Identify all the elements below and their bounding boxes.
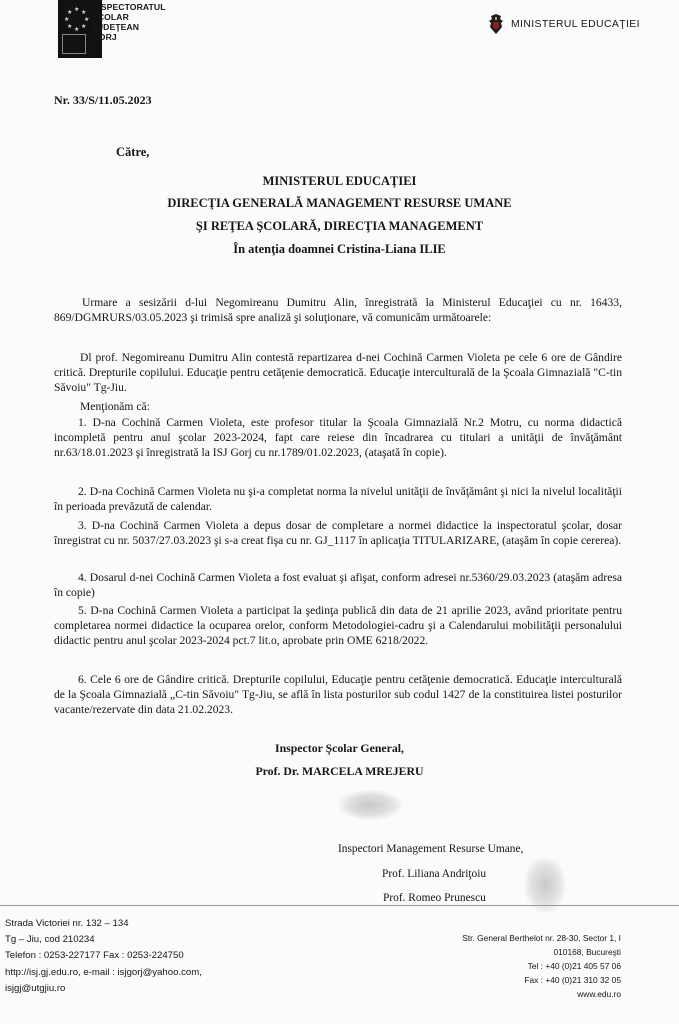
inspectors-title: Inspectori Management Resurse Umane, — [338, 843, 524, 855]
list-item: 4. Dosarul d-nei Cochină Carmen Violeta a fost evaluat şi afişat, conform adresei nr.5360/29.03.2023 (ataşăm adresa în copie) — [54, 571, 622, 600]
inspector-name: Prof. Romeo Prunescu — [383, 892, 486, 904]
logo-line: ŞCOLAR — [92, 12, 129, 22]
intro-paragraph — [54, 295, 622, 325]
signature-name: Prof. Dr. MARCELA MREJERU — [255, 764, 424, 778]
flag-icon — [62, 34, 86, 54]
footer-line: www.edu.ro — [577, 989, 621, 999]
list-item: 2. D-na Cochină Carmen Violeta nu şi-a completat norma la nivelul unităţii de învăţământ şi nici la nivelul localităţii în perioada prevăzută de calendar. — [54, 485, 622, 514]
footer-line: Strada Victoriei nr. 132 – 134 — [5, 918, 129, 929]
isj-gorj-logo: ★ ★ ★ ★ ★ ★ ★ ★ — [58, 0, 102, 58]
addressee-line: MINISTERUL EDUCAŢIEI — [262, 174, 417, 188]
list-item: 1. D-na Cochină Carmen Violeta, este profesor titular la Şcoala Gimnazială Nr.2 Motru, cu norma didactică incompletă pentru anul şcolar 2023-2024, fapt care reiese din încadrarea cu titulari a unităţii de învăţământ nr.63/18.01.2023 şi înregistrată la ISJ Gorj cu nr.1789/01.02.2023, (ataşată în copie). — [54, 416, 622, 460]
footer-line: Tg – Jiu, cod 210234 — [5, 934, 95, 946]
blurred-signature — [525, 858, 565, 912]
footer-divider — [0, 905, 679, 906]
isj-gorj-logo-text — [92, 2, 166, 42]
addressee-line: ŞI REŢEA ŞCOLARĂ, DIRECŢIA MANAGEMENT — [195, 219, 484, 233]
addressee-line: DIRECŢIA GENERALĂ MANAGEMENT RESURSE UMANE — [167, 196, 512, 210]
addressee-label: Către, — [116, 145, 150, 159]
logo-line: GORJ — [92, 32, 117, 42]
footer-line: 010168, Bucureşti — [553, 947, 621, 957]
footer-right — [462, 931, 621, 1001]
footer-line: Fax : +40 (0)21 310 32 05 — [524, 975, 621, 985]
footer-line: Str. General Berthelot nr. 28-30, Sector 1, I — [462, 933, 621, 943]
list-item: 3. D-na Cochină Carmen Violeta a depus dosar de completare a normei didactice la inspectoratul şcolar, dosar înregistrat cu nr. 5037/27.03.2023 şi s-a creat fişa cu nr. GJ_1117 în aplicaţia TITULARIZARE, (ataşăm în copie cererea). — [54, 519, 622, 548]
ministry-logo-text: MINISTERUL EDUCAŢIEI — [511, 19, 640, 30]
addressee-line: În atenţia doamnei Cristina-Liana ILIE — [233, 242, 446, 256]
footer-line: Tel : +40 (0)21 405 57 06 — [527, 961, 621, 971]
logo-line: JUDEŢEAN — [92, 22, 140, 32]
list-item: 5. D-na Cochină Carmen Violeta a participat la şedinţa publică din data de 21 aprilie 2023, având prioritate pentru completarea normei didactice la ocuparea orelor, conform Metodologiei-cadru şi a Calendarului mobilităţii personalului didactic pentru anul şcolar 2023-2024 pct.7 lit.o, aprobate prin OME 6218/2022. — [54, 604, 622, 648]
contest-paragraph — [54, 350, 622, 396]
intro-text: Urmare a sesizării d-lui Negomireanu Dumitru Alin, înregistrată la Ministerul Educaţiei cu nr. 16433, 869/DGMRURS/03.05.2023 şi trimisă spre analiză şi soluţionare, vă comunicăm următoarele: — [54, 296, 622, 325]
footer-line: Telefon : 0253-227177 Fax : 0253-224750 — [5, 950, 184, 962]
coat-of-arms-icon — [488, 14, 504, 34]
blurred-signature — [338, 790, 402, 820]
footer-line: isjgj@utgjiu.ro — [5, 982, 66, 994]
footer-line: http://isj.gj.edu.ro, e-mail : isjgorj@yahoo.com, — [5, 966, 202, 978]
list-item: 6. Cele 6 ore de Gândire critică. Drepturile copilului, Educaţie pentru cetăţenie democratică. Educaţie interculturală de la Şcoala Gimnazială „C-tin Săvoiu" Tg-Jiu, se află în lista posturilor sub codul 1427 de la constituirea listei posturilor vacante/rezervate din data 21.02.2023. — [54, 673, 622, 717]
mentionam-label: Menţionăm că: — [80, 400, 150, 413]
logo-line: INSPECTORATUL — [92, 2, 166, 12]
contest-text: Dl prof. Negomireanu Dumitru Alin contestă repartizarea d-nei Cochină Carmen Violeta pe cele 6 ore de Gândire critică. Drepturile copilului. Educaţie pentru cetăţenie democratică. Educaţie interculturală de la Şcoala Gimnazială "C-tin Săvoiu" Tg-Jiu. — [54, 351, 622, 395]
inspector-name: Prof. Liliana Andriţoiu — [382, 868, 487, 880]
signature-title: Inspector Şcolar General, — [275, 741, 404, 755]
footer-left — [5, 916, 202, 997]
document-number: Nr. 33/S/11.05.2023 — [54, 93, 152, 107]
